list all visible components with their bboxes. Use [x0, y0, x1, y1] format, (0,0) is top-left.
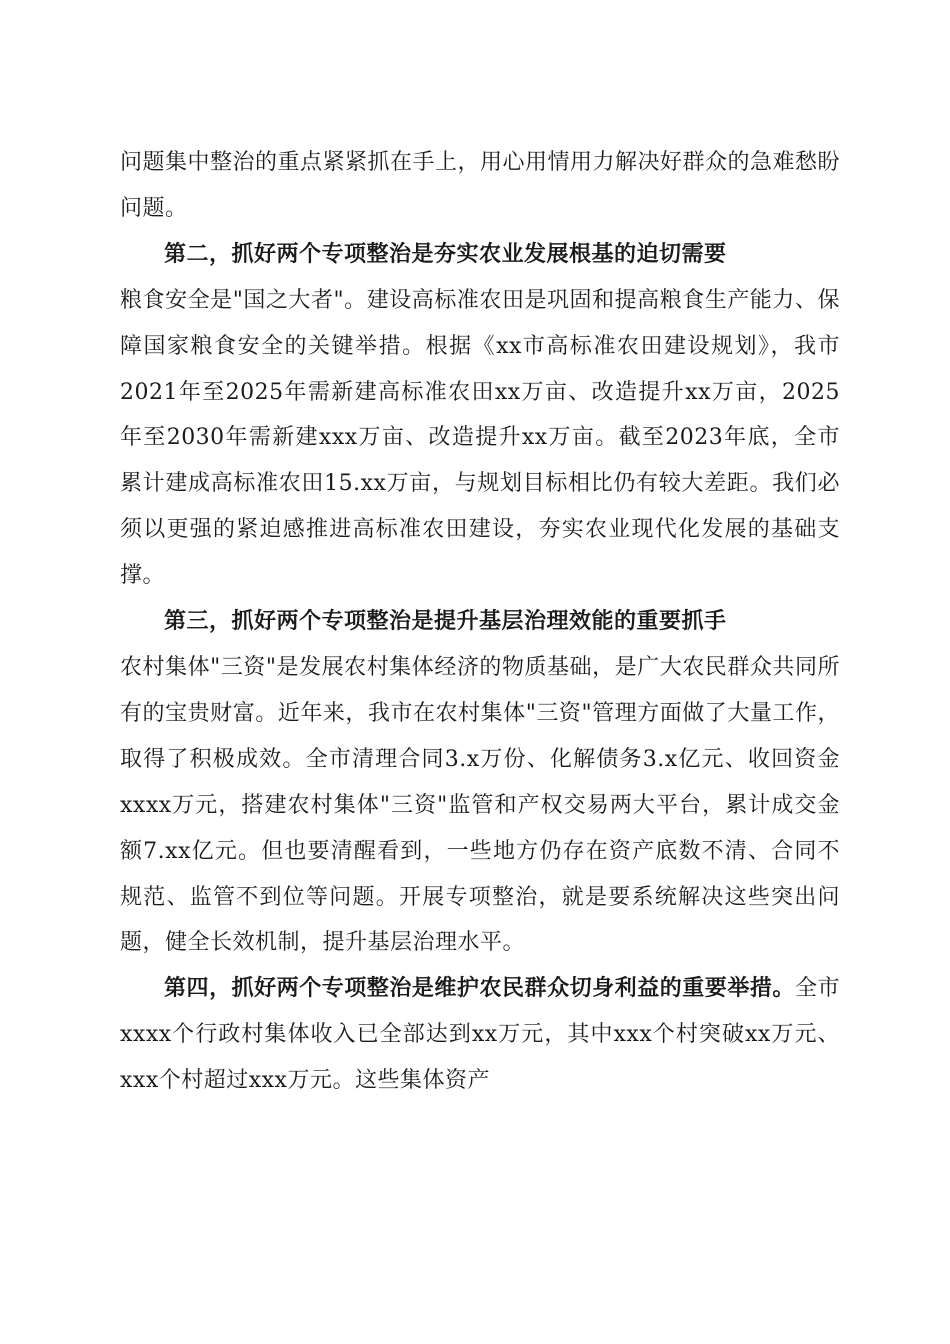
paragraph-continuation: [120, 140, 840, 232]
section-heading: 第三，抓好两个专项整治是提升基层治理效能的重要抓手: [164, 608, 727, 635]
paragraph-text: 农村集体"三资"是发展农村集体经济的物质基础，是广大农民群众共同所有的宝贵财富。近年来，我市在农村集体"三资"管理方面做了大量工作，取得了积极成效。全市清理合同3.x万份、化解债务3.x亿元、收回资金xxxx万元，搭建农村集体"三资"监管和产权交易两大平台，累计成交金额7.xx亿元。但也要清醒看到，一些地方仍存在资产底数不清、合同不规范、监管不到位等问题。开展专项整治，就是要系统解决这些突出问题，健全长效机制，提升基层治理水平。: [120, 654, 840, 956]
document-body: [120, 140, 840, 1104]
paragraph-text: 粮食安全是"国之大者"。建设高标准农田是巩固和提高粮食生产能力、保障国家粮食安全的关键举措。根据《xx市高标准农田建设规划》，我市2021年至2025年需新建高标准农田xx万亩、改造提升xx万亩，2025年至2030年需新建xxx万亩、改造提升xx万亩。截至2023年底，全市累计建成高标准农田15.xx万亩，与规划目标相比仍有较大差距。我们必须以更强的紧迫感推进高标准农田建设，夯实农业现代化发展的基础支撑。: [120, 287, 840, 589]
paragraph-third-point: [120, 599, 840, 966]
paragraph-fourth-point: [120, 966, 840, 1104]
section-heading: 第二，抓好两个专项整治是夯实农业发展根基的迫切需要: [164, 240, 727, 267]
paragraph-second-point: [120, 232, 840, 599]
paragraph-text: 问题集中整治的重点紧紧抓在手上，用心用情用力解决好群众的急难愁盼问题。: [120, 150, 841, 221]
section-heading: 第四，抓好两个专项整治是维护农民群众切身利益的重要举措。: [164, 975, 795, 1002]
paragraph-text: 全市xxxx个行政村集体收入已全部达到xx万元，其中xxx个村突破xx万元、xxx个村超过xxx万元。这些集体资产: [120, 976, 840, 1094]
